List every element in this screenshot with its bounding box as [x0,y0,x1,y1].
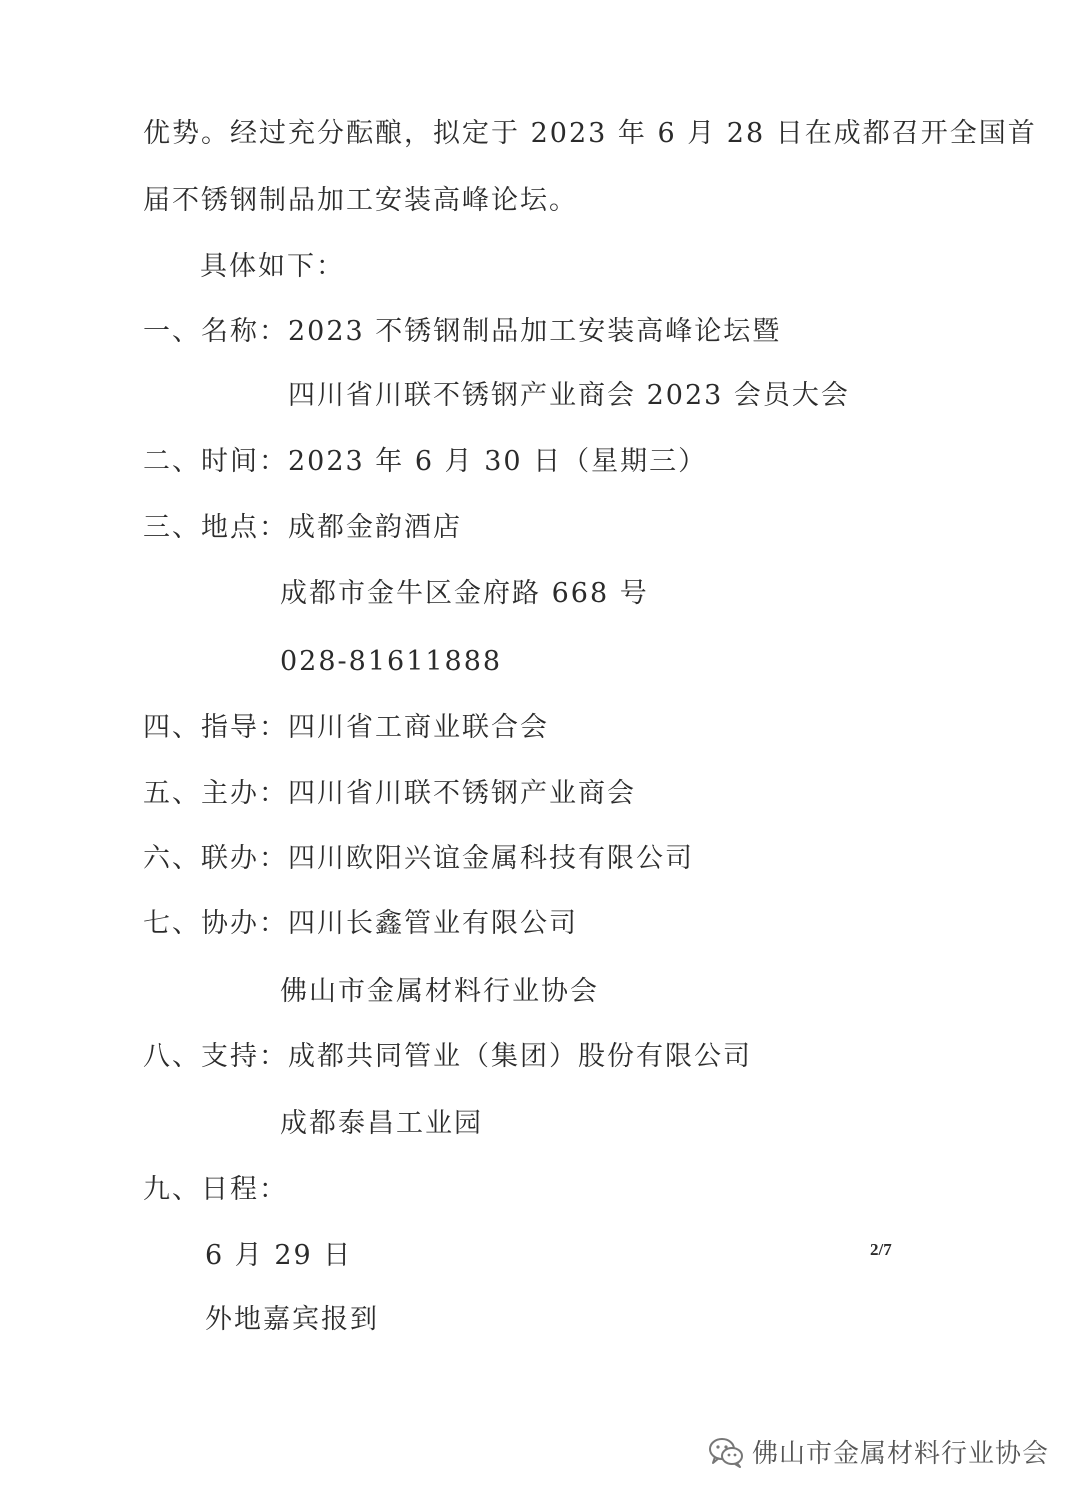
paragraph-line: 优势。经过充分酝酿，拟定于 2023 年 6 月 28 日在成都召开全国首 [143,118,1037,149]
item-guidance: 四、指导：四川省工商业联合会 [143,712,549,743]
item-support-continued: 成都泰昌工业园 [280,1108,483,1139]
wechat-icon [708,1436,744,1468]
item-location-phone: 028-81611888 [280,646,503,677]
item-location-address: 成都市金牛区金府路 668 号 [280,578,649,609]
paragraph-line: 届不锈钢制品加工安装高峰论坛。 [143,185,578,216]
item-name: 一、名称：2023 不锈钢制品加工安装高峰论坛暨 [143,316,782,347]
watermark [708,1433,1049,1470]
item-host: 五、主办：四川省川联不锈钢产业商会 [143,778,636,809]
item-time: 二、时间：2023 年 6 月 30 日（星期三） [143,446,708,477]
item-name-continued: 四川省川联不锈钢产业商会 2023 会员大会 [288,380,850,411]
paragraph-line: 具体如下： [200,251,345,282]
watermark-text: 佛山市金属材料行业协会 [752,1439,1050,1469]
schedule-entry: 外地嘉宾报到 [205,1304,379,1335]
item-location: 三、地点：成都金韵酒店 [143,512,462,543]
item-schedule: 九、日程： [143,1174,288,1205]
item-co-organizer: 六、联办：四川欧阳兴谊金属科技有限公司 [143,843,694,874]
schedule-date: 6 月 29 日 [205,1240,353,1271]
item-support: 八、支持：成都共同管业（集团）股份有限公司 [143,1041,752,1072]
item-assist-continued: 佛山市金属材料行业协会 [280,976,599,1007]
item-assist: 七、协办：四川长鑫管业有限公司 [143,908,578,939]
page-number: 2/7 [870,1240,892,1259]
